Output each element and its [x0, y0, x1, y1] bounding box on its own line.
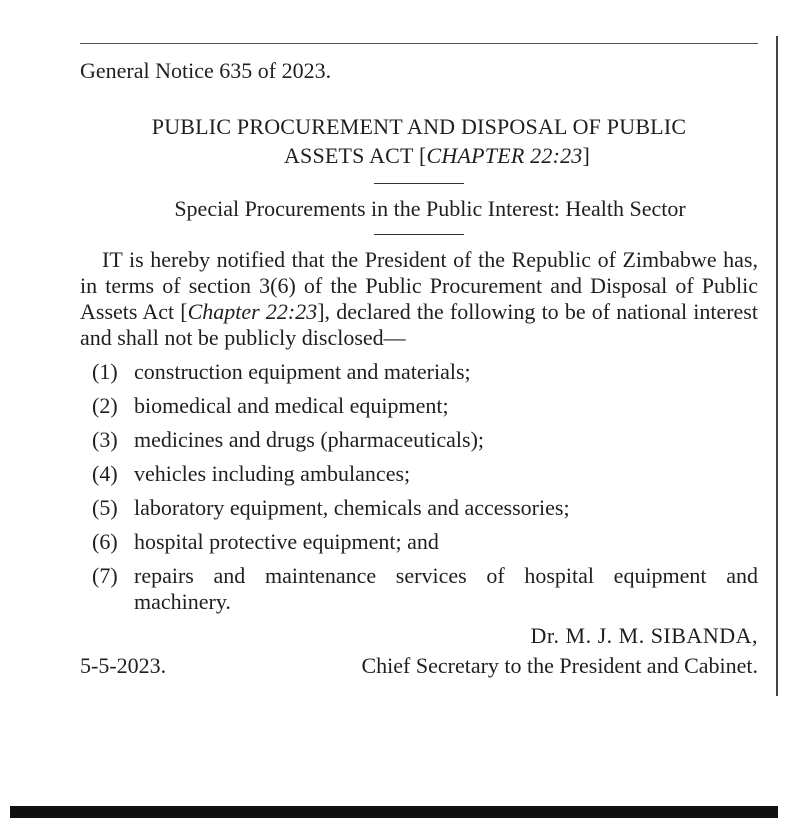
body-text-part1: IT is hereby notified that the President of the Republic of Zimbabwe has, in terms of section 3(6) of the Public Procurement and Disposal of Public Assets Act [	[80, 247, 758, 324]
item-number: (2)	[92, 393, 118, 418]
notice-number: General Notice 635 of 2023.	[80, 58, 332, 83]
item-number: (5)	[92, 495, 118, 520]
list-item	[80, 495, 758, 521]
item-text: medicines and drugs (pharmaceuticals);	[134, 427, 485, 452]
item-number: (6)	[92, 529, 118, 554]
list-item	[80, 563, 758, 615]
item-list	[80, 359, 758, 615]
notice-body	[80, 247, 758, 351]
divider-rule	[374, 183, 464, 184]
list-item	[80, 427, 758, 453]
signatory-position: Chief Secretary to the President and Cabinet.	[361, 653, 758, 678]
act-title-suffix: ]	[582, 143, 591, 168]
act-title	[80, 112, 758, 170]
top-rule	[80, 43, 758, 44]
item-text: biomedical and medical equipment;	[134, 393, 449, 418]
item-text: construction equipment and materials;	[134, 359, 471, 384]
act-title-chapter: CHAPTER 22:23	[426, 143, 583, 168]
item-number: (3)	[92, 427, 118, 452]
list-item	[80, 461, 758, 487]
item-text: repairs and maintenance services of hospital equipment and machinery.	[134, 563, 758, 614]
body-text-part2: ], declared the following to be of national interest and shall not be publicly disclosed—	[80, 299, 758, 350]
notice-subheading: Special Procurements in the Public Interest: Health Sector	[174, 196, 686, 221]
body-chapter: Chapter 22:23	[187, 299, 318, 324]
act-title-line1: PUBLIC PROCUREMENT AND DISPOSAL OF PUBLIC	[151, 114, 687, 139]
item-number: (4)	[92, 461, 118, 486]
item-text: hospital protective equipment; and	[134, 529, 439, 554]
list-item	[80, 393, 758, 419]
signatory-name: Dr. M. J. M. SIBANDA,	[530, 623, 758, 648]
item-number: (1)	[92, 359, 118, 384]
item-text: vehicles including ambulances;	[134, 461, 411, 486]
list-item	[80, 359, 758, 385]
item-text: laboratory equipment, chemicals and accessories;	[134, 495, 570, 520]
page-edge-rule	[776, 36, 778, 696]
list-item	[80, 529, 758, 555]
notice-date: 5-5-2023.	[80, 653, 167, 678]
gazette-notice	[80, 58, 758, 683]
act-title-line2	[80, 141, 758, 170]
item-number: (7)	[92, 563, 118, 588]
bottom-bar	[10, 806, 778, 818]
divider-rule	[374, 234, 464, 235]
signature-block	[80, 623, 758, 683]
act-title-prefix: ASSETS ACT [	[283, 143, 427, 168]
